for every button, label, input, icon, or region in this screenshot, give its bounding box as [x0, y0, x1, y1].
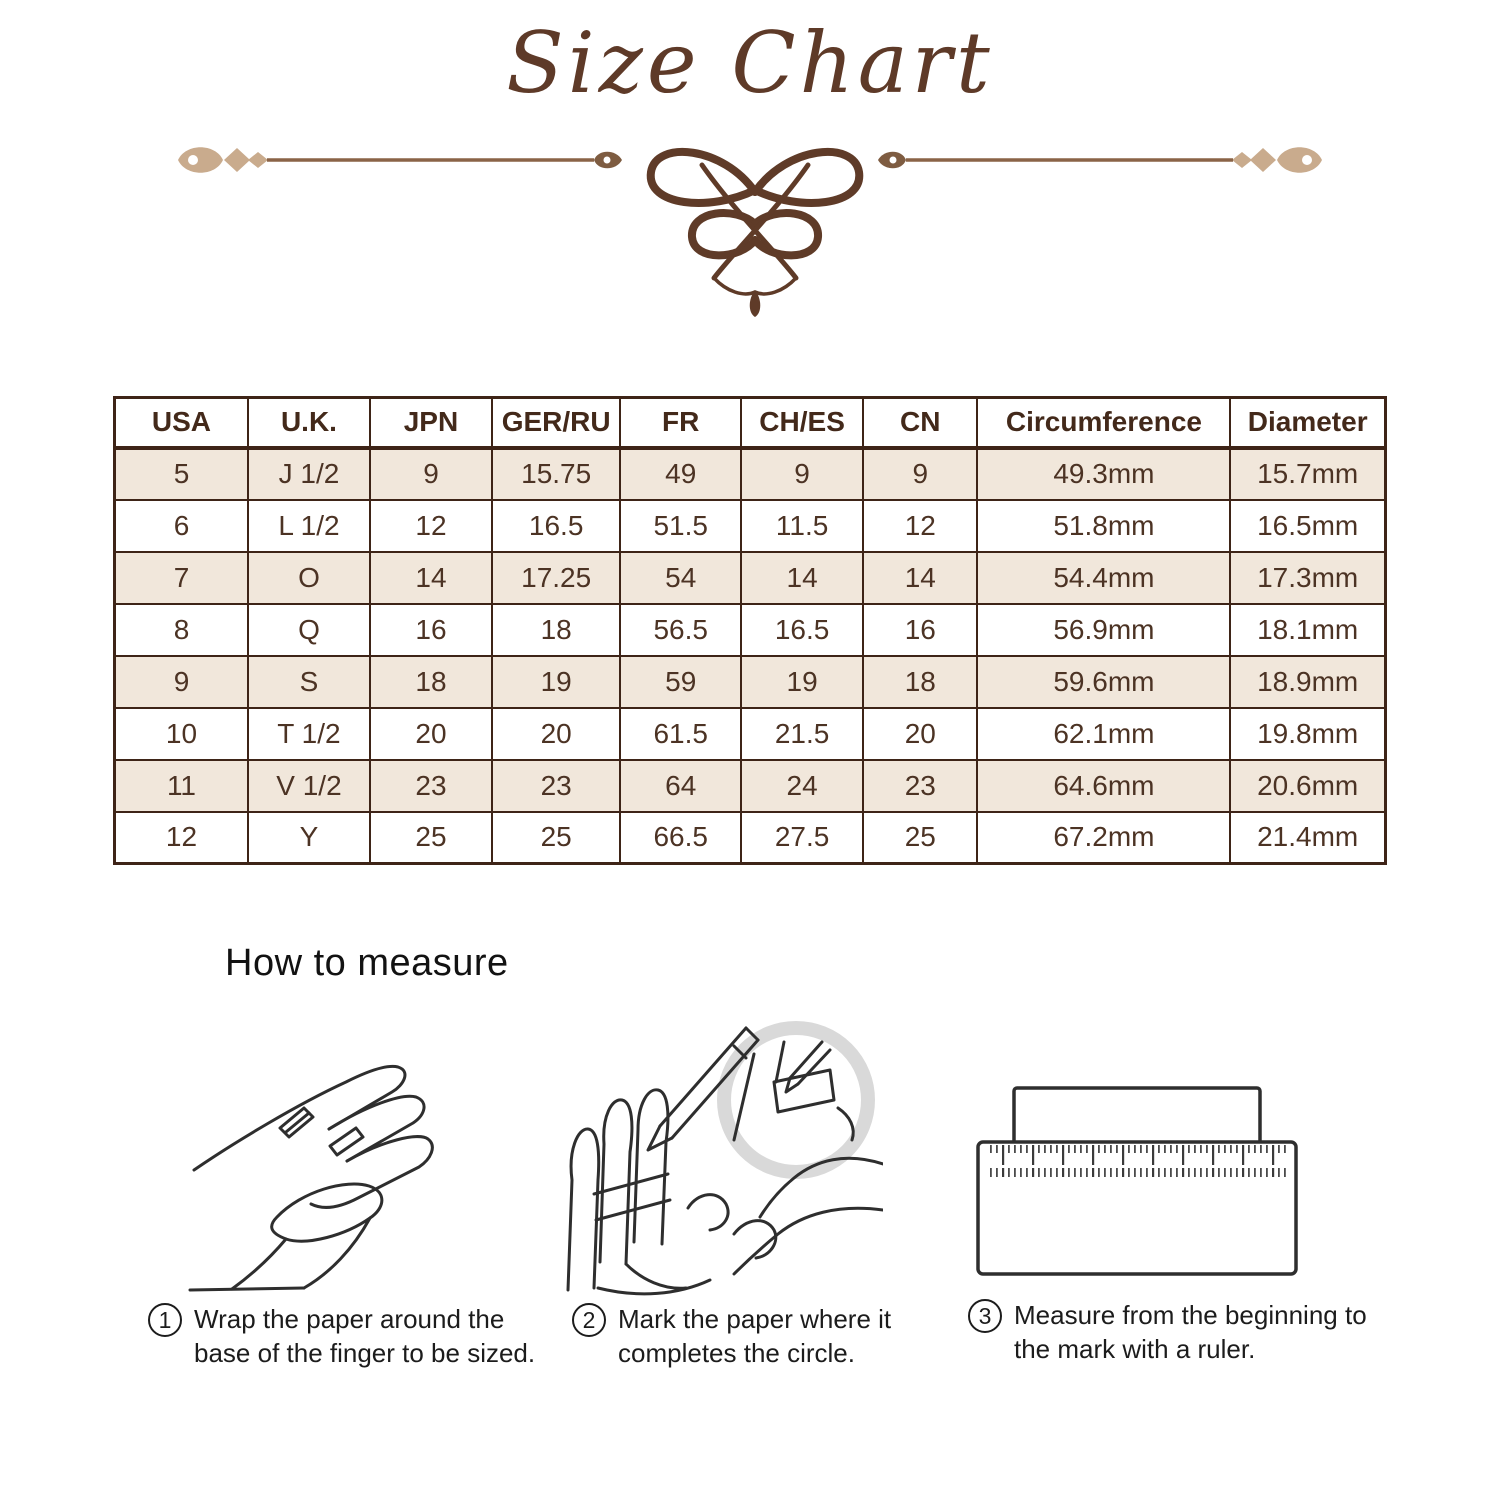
table-cell: Y [248, 812, 370, 864]
table-cell: L 1/2 [248, 500, 370, 552]
table-cell: 16 [863, 604, 977, 656]
table-cell: 49.3mm [977, 448, 1230, 500]
table-cell: 6 [115, 500, 248, 552]
table-cell: 18 [863, 656, 977, 708]
table-cell: 18 [492, 604, 620, 656]
step-1 [148, 1302, 539, 1371]
table-cell: 8 [115, 604, 248, 656]
table-cell: 61.5 [620, 708, 741, 760]
table-cell: 49 [620, 448, 741, 500]
table-row [115, 656, 1386, 708]
page-title: Size Chart [506, 14, 994, 112]
table-cell: 23 [492, 760, 620, 812]
column-header: Circumference [977, 398, 1230, 448]
mark-paper-with-pen-icon [538, 1012, 883, 1299]
magnifier-circle [724, 1028, 868, 1172]
table-cell: Q [248, 604, 370, 656]
table-cell: 15.7mm [1230, 448, 1385, 500]
table-cell: 67.2mm [977, 812, 1230, 864]
step-3-caption: Measure from the beginning to the mark with a ruler. [1014, 1300, 1367, 1365]
table-cell: 23 [863, 760, 977, 812]
table-cell: 25 [370, 812, 492, 864]
table-cell: 27.5 [741, 812, 863, 864]
table-cell: 19 [492, 656, 620, 708]
paper-strip [1014, 1088, 1260, 1148]
table-cell: 18.9mm [1230, 656, 1385, 708]
table-cell: 18 [370, 656, 492, 708]
column-header: CN [863, 398, 977, 448]
table-cell: 17.3mm [1230, 552, 1385, 604]
hand-with-paper-icon [180, 1040, 500, 1302]
table-cell: 9 [741, 448, 863, 500]
table-cell: 18.1mm [1230, 604, 1385, 656]
table-cell: 20 [863, 708, 977, 760]
left-rule [178, 147, 622, 173]
table-cell: 24 [741, 760, 863, 812]
table-cell: 62.1mm [977, 708, 1230, 760]
table-cell: 12 [115, 812, 248, 864]
table-cell: 20 [370, 708, 492, 760]
column-header: USA [115, 398, 248, 448]
table-row [115, 604, 1386, 656]
header-row [115, 398, 1386, 448]
table-cell: 14 [741, 552, 863, 604]
table-cell: 64.6mm [977, 760, 1230, 812]
table-cell: 64 [620, 760, 741, 812]
table-cell: O [248, 552, 370, 604]
table-cell: 56.5 [620, 604, 741, 656]
column-header: JPN [370, 398, 492, 448]
table-row [115, 812, 1386, 864]
column-header: FR [620, 398, 741, 448]
howto-heading: How to measure [225, 942, 509, 984]
table-cell: 25 [492, 812, 620, 864]
table-cell: 14 [863, 552, 977, 604]
column-header: GER/RU [492, 398, 620, 448]
table-cell: V 1/2 [248, 760, 370, 812]
table-cell: 16 [370, 604, 492, 656]
table-row [115, 708, 1386, 760]
table-cell: 19.8mm [1230, 708, 1385, 760]
table-cell: 51.8mm [977, 500, 1230, 552]
table-cell: 59 [620, 656, 741, 708]
table-cell: T 1/2 [248, 708, 370, 760]
table-row [115, 448, 1386, 500]
table-cell: 15.75 [492, 448, 620, 500]
center-flourish [651, 152, 860, 317]
column-header: U.K. [248, 398, 370, 448]
table-cell: 20.6mm [1230, 760, 1385, 812]
size-table [113, 396, 1387, 865]
column-header: Diameter [1230, 398, 1385, 448]
table-cell: 54.4mm [977, 552, 1230, 604]
table-cell: 14 [370, 552, 492, 604]
table-cell: 20 [492, 708, 620, 760]
right-rule [878, 147, 1322, 173]
column-header: CH/ES [741, 398, 863, 448]
table-cell: 12 [370, 500, 492, 552]
ruler-with-paper-icon [972, 1072, 1302, 1282]
table-cell: 54 [620, 552, 741, 604]
table-cell: 11 [115, 760, 248, 812]
table-cell: 16.5mm [1230, 500, 1385, 552]
step-2-number-badge: 2 [572, 1303, 606, 1337]
table-cell: J 1/2 [248, 448, 370, 500]
table-cell: 5 [115, 448, 248, 500]
table-cell: 9 [370, 448, 492, 500]
table-cell: 19 [741, 656, 863, 708]
step-1-number-badge: 1 [148, 1303, 182, 1337]
table-cell: 16.5 [492, 500, 620, 552]
table-cell: 51.5 [620, 500, 741, 552]
table-cell: 25 [863, 812, 977, 864]
table-cell: 16.5 [741, 604, 863, 656]
flourish-divider-icon [170, 120, 1330, 325]
table-cell: 12 [863, 500, 977, 552]
table-cell: 66.5 [620, 812, 741, 864]
step-3-number-badge: 3 [968, 1299, 1002, 1333]
table-cell: 21.5 [741, 708, 863, 760]
table-cell: 11.5 [741, 500, 863, 552]
step-3 [968, 1298, 1384, 1367]
table-cell: 17.25 [492, 552, 620, 604]
table-cell: 7 [115, 552, 248, 604]
table-cell: 56.9mm [977, 604, 1230, 656]
table-cell: 59.6mm [977, 656, 1230, 708]
table-row [115, 500, 1386, 552]
table-cell: 9 [115, 656, 248, 708]
step-2 [572, 1302, 903, 1371]
table-cell: 10 [115, 708, 248, 760]
step-2-caption: Mark the paper where it completes the circle. [618, 1304, 892, 1369]
step-1-caption: Wrap the paper around the base of the finger to be sized. [194, 1304, 536, 1369]
table-row [115, 760, 1386, 812]
table-row [115, 552, 1386, 604]
table-cell: 9 [863, 448, 977, 500]
table-cell: 21.4mm [1230, 812, 1385, 864]
table-cell: S [248, 656, 370, 708]
table-cell: 23 [370, 760, 492, 812]
